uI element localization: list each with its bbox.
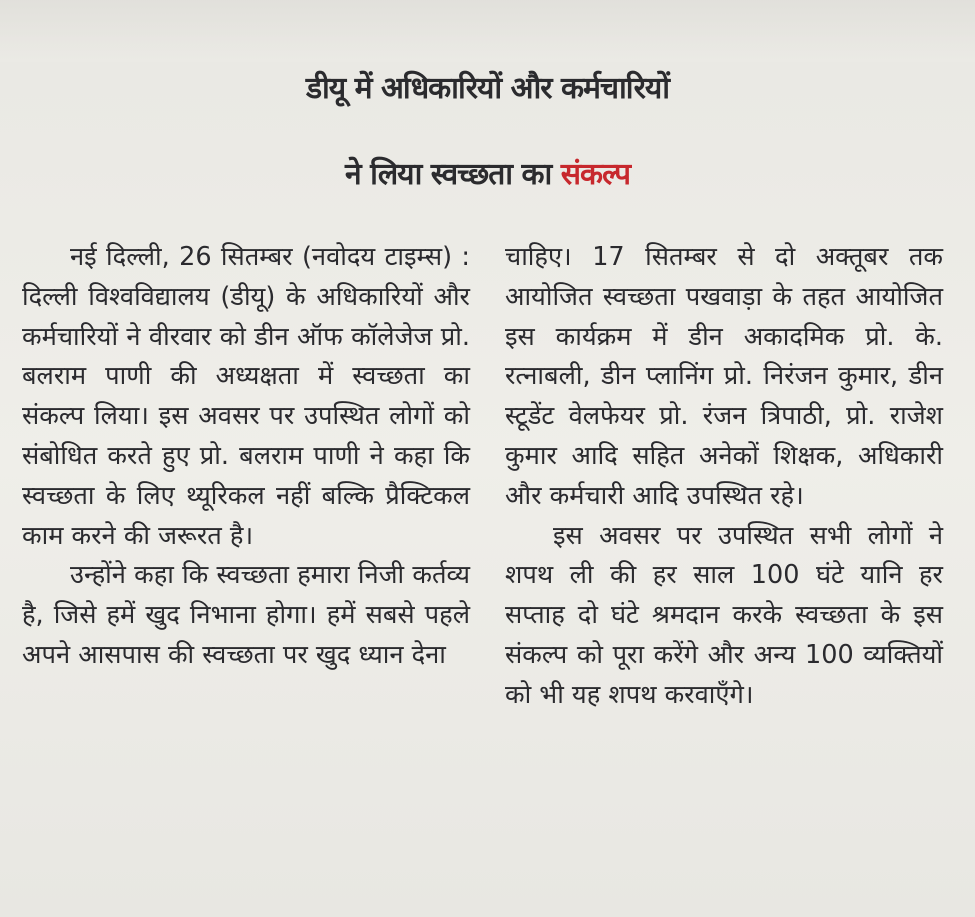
article-paragraph: चाहिए। 17 सितम्बर से दो अक्तूबर तक आयोजित स्वच्छता पखवाड़ा के तहत आयोजित इस कार्यक्रम में डीन अकादमिक प्रो. के. रत्नाबली, डीन प्लानिंग प्रो. निरंजन कुमार, डीन स्टूडेंट वेलफेयर प्रो. रंजन त्रिपाठी, प्रो. राजेश कुमार आदि सहित अनेकों शिक्षक, अधिकारी और कर्मचारी आदि उपस्थित रहे। — [505, 242, 943, 511]
headline-highlight: संकल्प — [560, 157, 631, 192]
headline-line-2 — [0, 157, 975, 192]
article-paragraph: नई दिल्ली, 26 सितम्बर (नवोदय टाइम्स) : दिल्ली विश्वविद्यालय (डीयू) के अधिकारियों और कर्मचारियों ने वीरवार को डीन ऑफ कॉलेजेज प्रो. बलराम पाणी की अध्यक्षता में स्वच्छता का संकल्प लिया। इस अवसर पर उपस्थित लोगों को संबोधित करते हुए प्रो. बलराम पाणी ने कहा कि स्वच्छता के लिए थ्यूरिकल नहीं बल्कि प्रैक्टिकल काम करने की जरूरत है। — [22, 242, 470, 551]
article-column-right — [505, 238, 943, 716]
article-paragraph: इस अवसर पर उपस्थित सभी लोगों ने शपथ ली की हर साल 100 घंटे यानि हर सप्ताह दो घंटे श्रमदान करके स्वच्छता के इस संकल्प को पूरा करेंगे और अन्य 100 व्यक्तियों को भी यह शपथ करवाएँगे। — [505, 520, 943, 710]
article-paragraph: उन्होंने कहा कि स्वच्छता हमारा निजी कर्तव्य है, जिसे हमें खुद निभाना होगा। हमें सबसे पहले अपने आसपास की स्वच्छता पर खुद ध्यान देना — [22, 560, 470, 670]
headline-line-2-text: ने लिया स्वच्छता का — [344, 157, 561, 192]
article-column-left — [22, 238, 470, 676]
headline-line-1: डीयू में अधिकारियों और कर्मचारियों — [305, 71, 670, 106]
bleed-through-band — [0, 0, 975, 62]
